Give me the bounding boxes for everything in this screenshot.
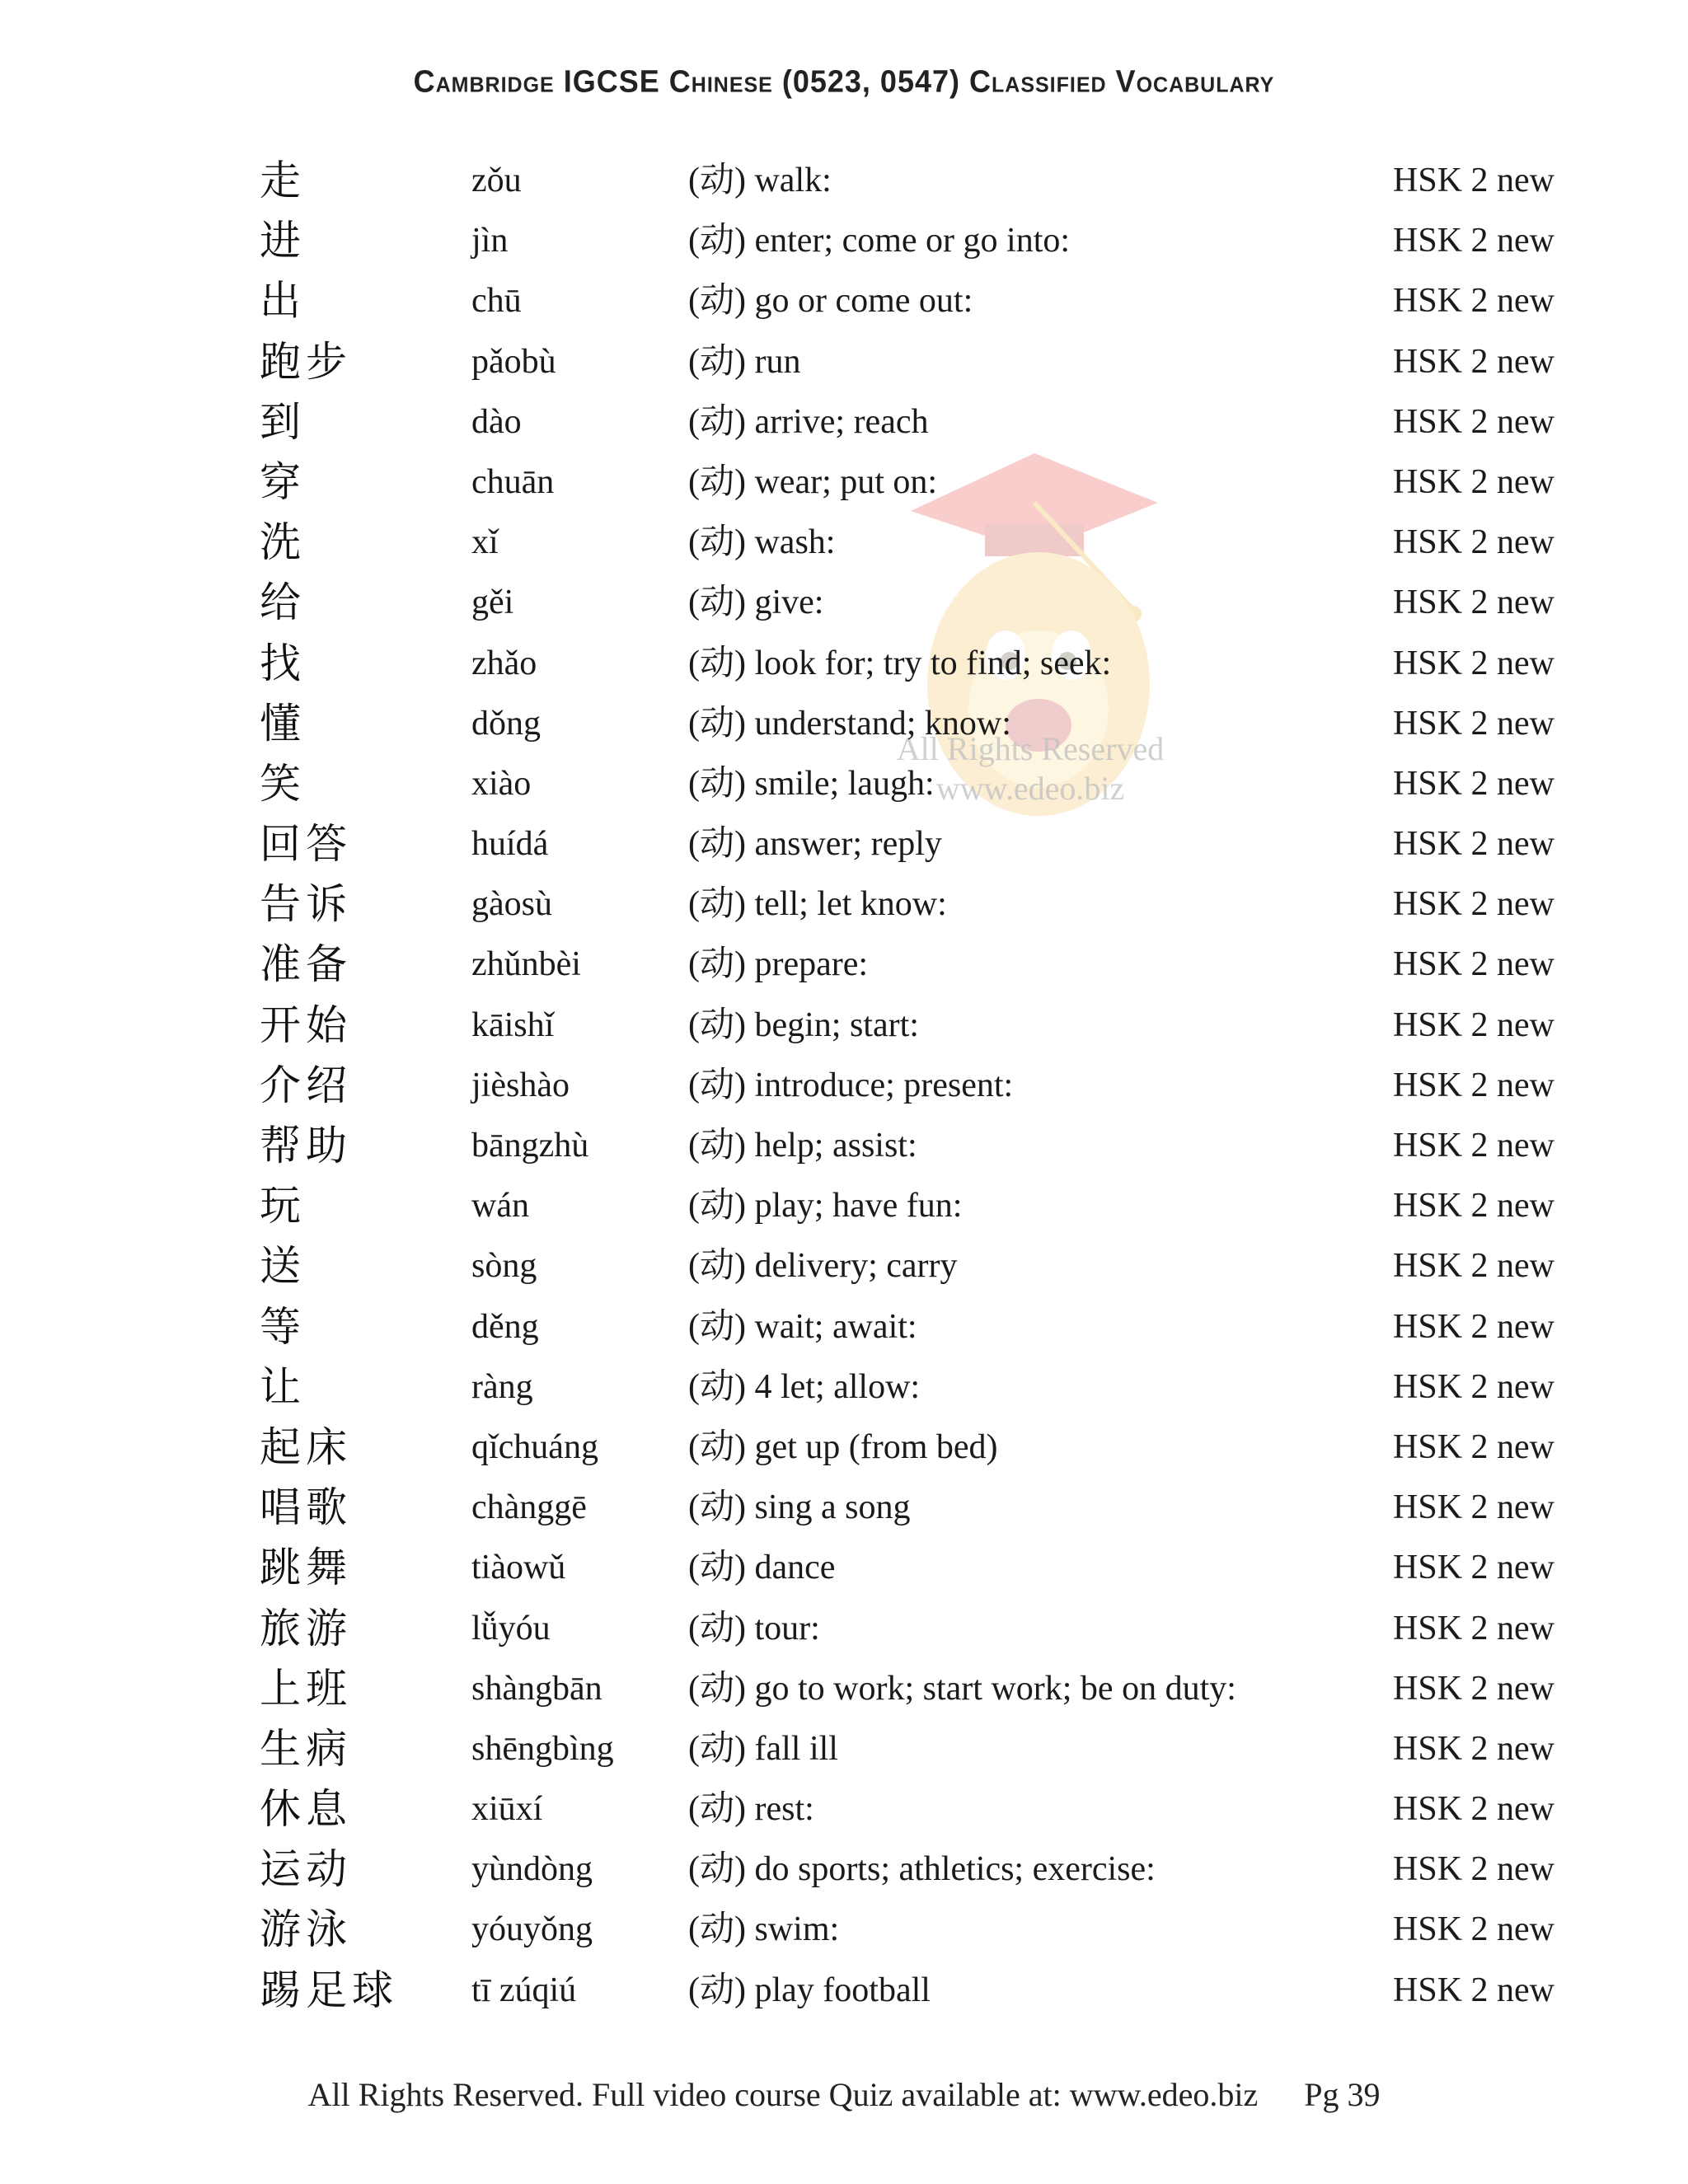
hsk-level: HSK 2 new	[1393, 1427, 1554, 1466]
hsk-level: HSK 2 new	[1393, 945, 1554, 984]
pinyin: zhǔnbèi	[471, 945, 581, 984]
pinyin: chànggē	[471, 1488, 587, 1527]
hsk-level: HSK 2 new	[1393, 342, 1554, 381]
hsk-level: HSK 2 new	[1393, 764, 1554, 803]
hsk-level: HSK 2 new	[1393, 1488, 1554, 1527]
hsk-level: HSK 2 new	[1393, 1307, 1554, 1346]
pinyin: shàngbān	[471, 1669, 603, 1708]
hanzi: 出	[260, 277, 306, 326]
vocab-row	[0, 392, 1688, 452]
meaning: (动) delivery; carry	[688, 1247, 958, 1286]
hanzi: 懂	[260, 699, 306, 748]
hsk-level: HSK 2 new	[1393, 1910, 1554, 1949]
meaning: (动) give:	[688, 583, 824, 622]
meaning: (动) arrive; reach	[688, 402, 929, 441]
pinyin: tiàowǔ	[471, 1549, 566, 1587]
pinyin: pǎobù	[471, 342, 556, 381]
pinyin: wán	[471, 1187, 529, 1226]
page-footer	[0, 2075, 1688, 2114]
vocab-row	[0, 332, 1688, 392]
hsk-level: HSK 2 new	[1393, 523, 1554, 562]
hsk-level: HSK 2 new	[1393, 1367, 1554, 1406]
pinyin: ràng	[471, 1367, 533, 1406]
hanzi: 跑步	[260, 337, 352, 386]
vocab-row	[0, 1116, 1688, 1176]
hsk-level: HSK 2 new	[1393, 402, 1554, 441]
hanzi: 玩	[260, 1182, 306, 1230]
vocab-row	[0, 1297, 1688, 1357]
hsk-level: HSK 2 new	[1393, 1729, 1554, 1768]
vocab-row	[0, 1357, 1688, 1418]
pinyin: dǒng	[471, 704, 541, 743]
vocab-row	[0, 935, 1688, 995]
meaning: (动) answer; reply	[688, 825, 942, 864]
pinyin: bāngzhù	[471, 1127, 589, 1165]
pinyin: jìn	[471, 222, 509, 260]
hsk-level: HSK 2 new	[1393, 1247, 1554, 1286]
meaning: (动) tour:	[688, 1609, 820, 1647]
vocab-row	[0, 1538, 1688, 1598]
meaning: (动) wash:	[688, 523, 836, 562]
hsk-level: HSK 2 new	[1393, 1066, 1554, 1104]
hanzi: 踢足球	[260, 1966, 398, 2014]
vocab-row	[0, 996, 1688, 1056]
hsk-level: HSK 2 new	[1393, 1005, 1554, 1044]
hanzi: 休息	[260, 1785, 352, 1834]
meaning: (动) begin; start:	[688, 1005, 919, 1044]
hanzi: 准备	[260, 940, 352, 989]
vocab-row	[0, 1599, 1688, 1659]
pinyin: zhǎo	[471, 644, 537, 682]
vocab-row	[0, 874, 1688, 935]
vocab-row	[0, 271, 1688, 331]
pinyin: xiào	[471, 764, 532, 803]
hanzi: 唱歌	[260, 1483, 352, 1532]
vocab-row	[0, 1176, 1688, 1236]
hsk-level: HSK 2 new	[1393, 583, 1554, 622]
watermark-line-1: All Rights Reserved	[896, 730, 1165, 767]
pinyin: zǒu	[471, 162, 522, 199]
hanzi: 到	[260, 397, 306, 446]
vocab-row	[0, 1961, 1688, 2021]
hsk-level: HSK 2 new	[1393, 825, 1554, 864]
meaning: (动) understand; know:	[688, 704, 1011, 743]
meaning: (动) sing a song	[688, 1488, 911, 1527]
hsk-level: HSK 2 new	[1393, 1971, 1554, 2009]
meaning: (动) play; have fun:	[688, 1187, 963, 1226]
pinyin: kāishǐ	[471, 1005, 555, 1044]
hsk-level: HSK 2 new	[1393, 885, 1554, 924]
meaning: (动) help; assist:	[688, 1127, 917, 1165]
hsk-level: HSK 2 new	[1393, 1127, 1554, 1165]
meaning: (动) introduce; present:	[688, 1066, 1014, 1104]
hsk-level: HSK 2 new	[1393, 282, 1554, 321]
hanzi: 跳舞	[260, 1544, 352, 1592]
vocab-row	[0, 754, 1688, 814]
hanzi: 运动	[260, 1845, 352, 1894]
pinyin: děng	[471, 1307, 539, 1346]
vocab-row	[0, 1236, 1688, 1296]
hanzi: 起床	[260, 1422, 352, 1471]
meaning: (动) smile; laugh:	[688, 764, 935, 803]
vocab-row	[0, 1056, 1688, 1116]
page-number: Pg 39	[1304, 2076, 1381, 2113]
meaning: (动) 4 let; allow:	[688, 1367, 921, 1406]
hsk-level: HSK 2 new	[1393, 1549, 1554, 1587]
vocab-row	[0, 814, 1688, 874]
pinyin: chuān	[471, 462, 555, 501]
hanzi: 帮助	[260, 1122, 352, 1169]
hanzi: 洗	[260, 518, 306, 567]
pinyin: jièshào	[471, 1066, 570, 1104]
meaning: (动) go to work; start work; be on duty:	[688, 1669, 1236, 1708]
vocab-row	[0, 1659, 1688, 1719]
hsk-level: HSK 2 new	[1393, 222, 1554, 260]
pinyin: lǚyóu	[471, 1609, 551, 1647]
footer-text: All Rights Reserved. Full video course Quiz available at: www.edeo.biz	[307, 2076, 1259, 2113]
meaning: (动) wear; put on:	[688, 462, 938, 501]
pinyin: tī zúqiú	[471, 1971, 577, 2009]
vocab-row	[0, 1478, 1688, 1538]
meaning: (动) swim:	[688, 1910, 840, 1949]
hanzi: 上班	[260, 1664, 352, 1713]
hanzi: 找	[260, 639, 306, 687]
meaning: (动) walk:	[688, 162, 832, 199]
meaning: (动) enter; come or go into:	[688, 222, 1071, 260]
hsk-level: HSK 2 new	[1393, 704, 1554, 743]
vocab-row	[0, 211, 1688, 271]
meaning: (动) look for; try to find; seek:	[688, 644, 1112, 682]
meaning: (动) run	[688, 342, 801, 381]
hsk-level: HSK 2 new	[1393, 1669, 1554, 1708]
page-title: Cambridge IGCSE Chinese (0523, 0547) Classified Vocabulary	[413, 63, 1275, 99]
vocab-row	[0, 151, 1688, 211]
meaning: (动) play football	[688, 1971, 931, 2009]
meaning: (动) fall ill	[688, 1729, 838, 1768]
pinyin: qǐchuáng	[471, 1427, 598, 1466]
meaning: (动) prepare:	[688, 945, 869, 984]
hsk-level: HSK 2 new	[1393, 1609, 1554, 1647]
hanzi: 等	[260, 1302, 306, 1351]
vocab-row	[0, 452, 1688, 513]
hsk-level: HSK 2 new	[1393, 644, 1554, 682]
hanzi: 让	[260, 1362, 306, 1411]
pinyin: yùndòng	[471, 1850, 593, 1889]
hanzi: 生病	[260, 1724, 352, 1773]
meaning: (动) go or come out:	[688, 282, 973, 321]
hsk-level: HSK 2 new	[1393, 1187, 1554, 1226]
vocab-row	[0, 513, 1688, 573]
vocab-row	[0, 573, 1688, 633]
pinyin: xiūxí	[471, 1790, 543, 1829]
vocab-row	[0, 634, 1688, 694]
pinyin: gěi	[471, 583, 514, 622]
meaning: (动) rest:	[688, 1790, 814, 1829]
pinyin: dào	[471, 402, 522, 441]
hanzi: 告诉	[260, 880, 352, 929]
pinyin: gàosù	[471, 885, 552, 924]
hanzi: 走	[260, 157, 306, 204]
vocab-row	[0, 1418, 1688, 1478]
vocab-row	[0, 694, 1688, 754]
hanzi: 笑	[260, 759, 306, 808]
hsk-level: HSK 2 new	[1393, 1790, 1554, 1829]
pinyin: shēngbìng	[471, 1729, 614, 1768]
pinyin: sòng	[471, 1247, 537, 1286]
hsk-level: HSK 2 new	[1393, 462, 1554, 501]
hanzi: 穿	[260, 457, 306, 506]
hanzi: 游泳	[260, 1905, 352, 1954]
meaning: (动) get up (from bed)	[688, 1427, 998, 1466]
meaning: (动) wait; await:	[688, 1307, 917, 1346]
hanzi: 开始	[260, 1001, 352, 1049]
pinyin: xǐ	[471, 523, 499, 562]
pinyin: chū	[471, 282, 522, 321]
hsk-level: HSK 2 new	[1393, 162, 1554, 199]
vocab-row	[0, 1840, 1688, 1900]
watermark-line-2: www.edeo.biz	[935, 770, 1125, 807]
vocab-row	[0, 1900, 1688, 1960]
vocab-row	[0, 1779, 1688, 1840]
meaning: (动) dance	[688, 1549, 836, 1587]
hanzi: 回答	[260, 820, 352, 869]
hanzi: 介绍	[260, 1061, 352, 1109]
meaning: (动) do sports; athletics; exercise:	[688, 1850, 1156, 1889]
vocab-row	[0, 1719, 1688, 1779]
hanzi: 给	[260, 579, 306, 627]
pinyin: yóuyǒng	[471, 1910, 593, 1949]
hanzi: 送	[260, 1242, 306, 1291]
meaning: (动) tell; let know:	[688, 885, 947, 924]
pinyin: huídá	[471, 825, 549, 864]
hanzi: 进	[260, 217, 306, 265]
hanzi: 旅游	[260, 1604, 352, 1652]
vocabulary-list	[0, 151, 1688, 2021]
hsk-level: HSK 2 new	[1393, 1850, 1554, 1889]
